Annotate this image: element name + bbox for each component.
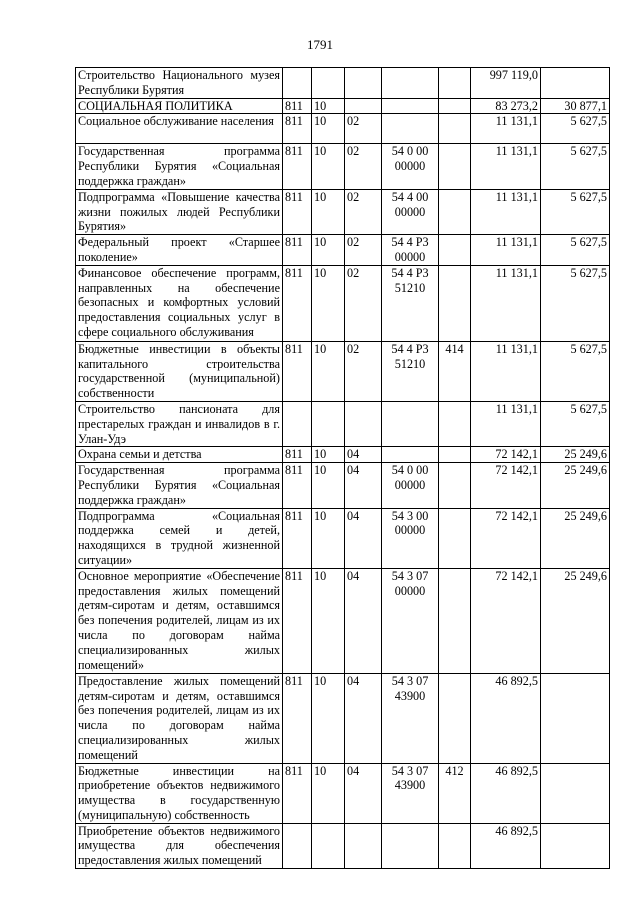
table-row xyxy=(76,68,610,99)
row-sum1: 83 273,2 xyxy=(471,98,541,114)
table-row xyxy=(76,401,610,446)
row-pr xyxy=(345,401,382,446)
row-csr: 54 3 07 00000 xyxy=(382,568,439,673)
row-pr xyxy=(345,68,382,99)
row-rz: 10 xyxy=(312,114,345,144)
row-gr: 811 xyxy=(283,114,312,144)
row-csr: 54 4 P3 00000 xyxy=(382,235,439,266)
row-sum2 xyxy=(541,763,610,823)
row-sum1: 11 131,1 xyxy=(471,341,541,401)
row-vr xyxy=(439,114,471,144)
row-csr xyxy=(382,447,439,463)
row-sum2: 30 877,1 xyxy=(541,98,610,114)
row-gr: 811 xyxy=(283,265,312,341)
row-csr: 54 3 00 00000 xyxy=(382,508,439,568)
row-vr: 412 xyxy=(439,763,471,823)
row-pr: 04 xyxy=(345,463,382,508)
row-gr: 811 xyxy=(283,673,312,763)
row-rz: 10 xyxy=(312,463,345,508)
row-sum1: 11 131,1 xyxy=(471,265,541,341)
row-sum2: 5 627,5 xyxy=(541,265,610,341)
row-csr xyxy=(382,401,439,446)
row-csr xyxy=(382,98,439,114)
row-gr: 811 xyxy=(283,235,312,266)
row-rz xyxy=(312,823,345,868)
row-gr: 811 xyxy=(283,568,312,673)
row-vr xyxy=(439,265,471,341)
row-vr xyxy=(439,447,471,463)
budget-table xyxy=(75,67,610,869)
row-csr xyxy=(382,68,439,99)
row-csr xyxy=(382,823,439,868)
row-sum1: 46 892,5 xyxy=(471,823,541,868)
row-pr: 04 xyxy=(345,763,382,823)
row-pr: 04 xyxy=(345,568,382,673)
table-row xyxy=(76,235,610,266)
row-vr xyxy=(439,508,471,568)
row-pr: 02 xyxy=(345,265,382,341)
row-name: Приобретение объектов недвижимого имущества для обеспечения предоставления жилых помещений xyxy=(76,823,283,868)
row-gr: 811 xyxy=(283,447,312,463)
row-sum1: 997 119,0 xyxy=(471,68,541,99)
row-vr xyxy=(439,98,471,114)
row-name: Государственная программа Республики Бурятия «Социальная поддержка граждан» xyxy=(76,144,283,189)
row-vr xyxy=(439,235,471,266)
row-name: Строительство Национального музея Республики Бурятия xyxy=(76,68,283,99)
row-sum2: 25 249,6 xyxy=(541,508,610,568)
row-gr xyxy=(283,68,312,99)
row-rz: 10 xyxy=(312,98,345,114)
row-vr: 414 xyxy=(439,341,471,401)
row-pr: 04 xyxy=(345,508,382,568)
row-pr: 02 xyxy=(345,114,382,144)
row-sum1: 46 892,5 xyxy=(471,763,541,823)
row-sum2 xyxy=(541,673,610,763)
row-vr xyxy=(439,463,471,508)
row-csr: 54 0 00 00000 xyxy=(382,144,439,189)
row-sum1: 11 131,1 xyxy=(471,235,541,266)
row-pr: 04 xyxy=(345,673,382,763)
row-name: Бюджетные инвестиции на приобретение объектов недвижимого имущества в государственную (муниципальную) собственность xyxy=(76,763,283,823)
row-csr: 54 4 P3 51210 xyxy=(382,341,439,401)
row-rz: 10 xyxy=(312,568,345,673)
row-rz: 10 xyxy=(312,265,345,341)
row-rz xyxy=(312,401,345,446)
table-row xyxy=(76,823,610,868)
row-rz: 10 xyxy=(312,673,345,763)
row-vr xyxy=(439,189,471,234)
table-row xyxy=(76,189,610,234)
row-sum2: 25 249,6 xyxy=(541,568,610,673)
row-name: Финансовое обеспечение программ, направленных на обеспечение безопасных и комфортных условий предоставления социальных услуг в сфере социального обслуживания xyxy=(76,265,283,341)
row-sum1: 11 131,1 xyxy=(471,114,541,144)
row-vr xyxy=(439,673,471,763)
row-sum2: 5 627,5 xyxy=(541,144,610,189)
row-gr: 811 xyxy=(283,341,312,401)
row-pr xyxy=(345,823,382,868)
row-name: СОЦИАЛЬНАЯ ПОЛИТИКА xyxy=(76,98,283,114)
table-row xyxy=(76,763,610,823)
row-sum1: 72 142,1 xyxy=(471,447,541,463)
row-pr: 02 xyxy=(345,189,382,234)
table-row xyxy=(76,673,610,763)
row-gr: 811 xyxy=(283,98,312,114)
row-sum1: 11 131,1 xyxy=(471,144,541,189)
row-rz xyxy=(312,68,345,99)
row-name: Социальное обслуживание населения xyxy=(76,114,283,144)
table-row xyxy=(76,508,610,568)
row-sum2: 5 627,5 xyxy=(541,401,610,446)
row-csr: 54 0 00 00000 xyxy=(382,463,439,508)
row-gr: 811 xyxy=(283,508,312,568)
row-vr xyxy=(439,144,471,189)
table-row xyxy=(76,447,610,463)
row-pr: 02 xyxy=(345,341,382,401)
row-gr xyxy=(283,823,312,868)
row-pr: 02 xyxy=(345,235,382,266)
row-rz: 10 xyxy=(312,508,345,568)
row-sum2: 25 249,6 xyxy=(541,447,610,463)
row-rz: 10 xyxy=(312,763,345,823)
row-sum2: 5 627,5 xyxy=(541,341,610,401)
row-name: Охрана семьи и детства xyxy=(76,447,283,463)
row-rz: 10 xyxy=(312,144,345,189)
row-sum2 xyxy=(541,68,610,99)
row-vr xyxy=(439,401,471,446)
page-number: 1791 xyxy=(307,37,333,52)
row-sum1: 72 142,1 xyxy=(471,568,541,673)
row-sum2: 25 249,6 xyxy=(541,463,610,508)
row-sum2 xyxy=(541,823,610,868)
table-row xyxy=(76,341,610,401)
table-row xyxy=(76,114,610,144)
row-sum2: 5 627,5 xyxy=(541,189,610,234)
row-rz: 10 xyxy=(312,235,345,266)
row-sum1: 72 142,1 xyxy=(471,508,541,568)
row-vr xyxy=(439,568,471,673)
table-row xyxy=(76,568,610,673)
row-pr: 02 xyxy=(345,144,382,189)
row-name: Подпрограмма «Социальная поддержка семей и детей, находящихся в трудной жизненной ситуации» xyxy=(76,508,283,568)
row-sum1: 72 142,1 xyxy=(471,463,541,508)
row-sum1: 11 131,1 xyxy=(471,401,541,446)
table-row xyxy=(76,463,610,508)
row-csr: 54 3 07 43900 xyxy=(382,763,439,823)
row-csr: 54 4 P3 51210 xyxy=(382,265,439,341)
row-name: Федеральный проект «Старшее поколение» xyxy=(76,235,283,266)
row-gr xyxy=(283,401,312,446)
row-name: Основное мероприятие «Обеспечение предоставления жилых помещений детям-сиротам и детям, оставшимся без попечения родителей, лицам из их числа по договорам найма специализированных жилых помещений» xyxy=(76,568,283,673)
row-name: Предоставление жилых помещений детям-сиротам и детям, оставшимся без попечения родителей, лицам из их числа по договорам найма специализированных жилых помещений xyxy=(76,673,283,763)
row-sum1: 46 892,5 xyxy=(471,673,541,763)
row-csr xyxy=(382,114,439,144)
row-name: Бюджетные инвестиции в объекты капитального строительства государственной (муниципальной) собственности xyxy=(76,341,283,401)
row-name: Подпрограмма «Повышение качества жизни пожилых людей Республики Бурятия» xyxy=(76,189,283,234)
row-name: Строительство пансионата для престарелых граждан и инвалидов в г. Улан-Удэ xyxy=(76,401,283,446)
table-row xyxy=(76,98,610,114)
row-vr xyxy=(439,823,471,868)
row-pr xyxy=(345,98,382,114)
row-name: Государственная программа Республики Бурятия «Социальная поддержка граждан» xyxy=(76,463,283,508)
row-sum1: 11 131,1 xyxy=(471,189,541,234)
row-gr: 811 xyxy=(283,189,312,234)
row-rz: 10 xyxy=(312,447,345,463)
row-pr: 04 xyxy=(345,447,382,463)
row-vr xyxy=(439,68,471,99)
row-sum2: 5 627,5 xyxy=(541,114,610,144)
row-sum2: 5 627,5 xyxy=(541,235,610,266)
table-row xyxy=(76,265,610,341)
row-gr: 811 xyxy=(283,763,312,823)
row-csr: 54 3 07 43900 xyxy=(382,673,439,763)
row-rz: 10 xyxy=(312,341,345,401)
row-rz: 10 xyxy=(312,189,345,234)
table-row xyxy=(76,144,610,189)
row-gr: 811 xyxy=(283,463,312,508)
row-gr: 811 xyxy=(283,144,312,189)
row-csr: 54 4 00 00000 xyxy=(382,189,439,234)
